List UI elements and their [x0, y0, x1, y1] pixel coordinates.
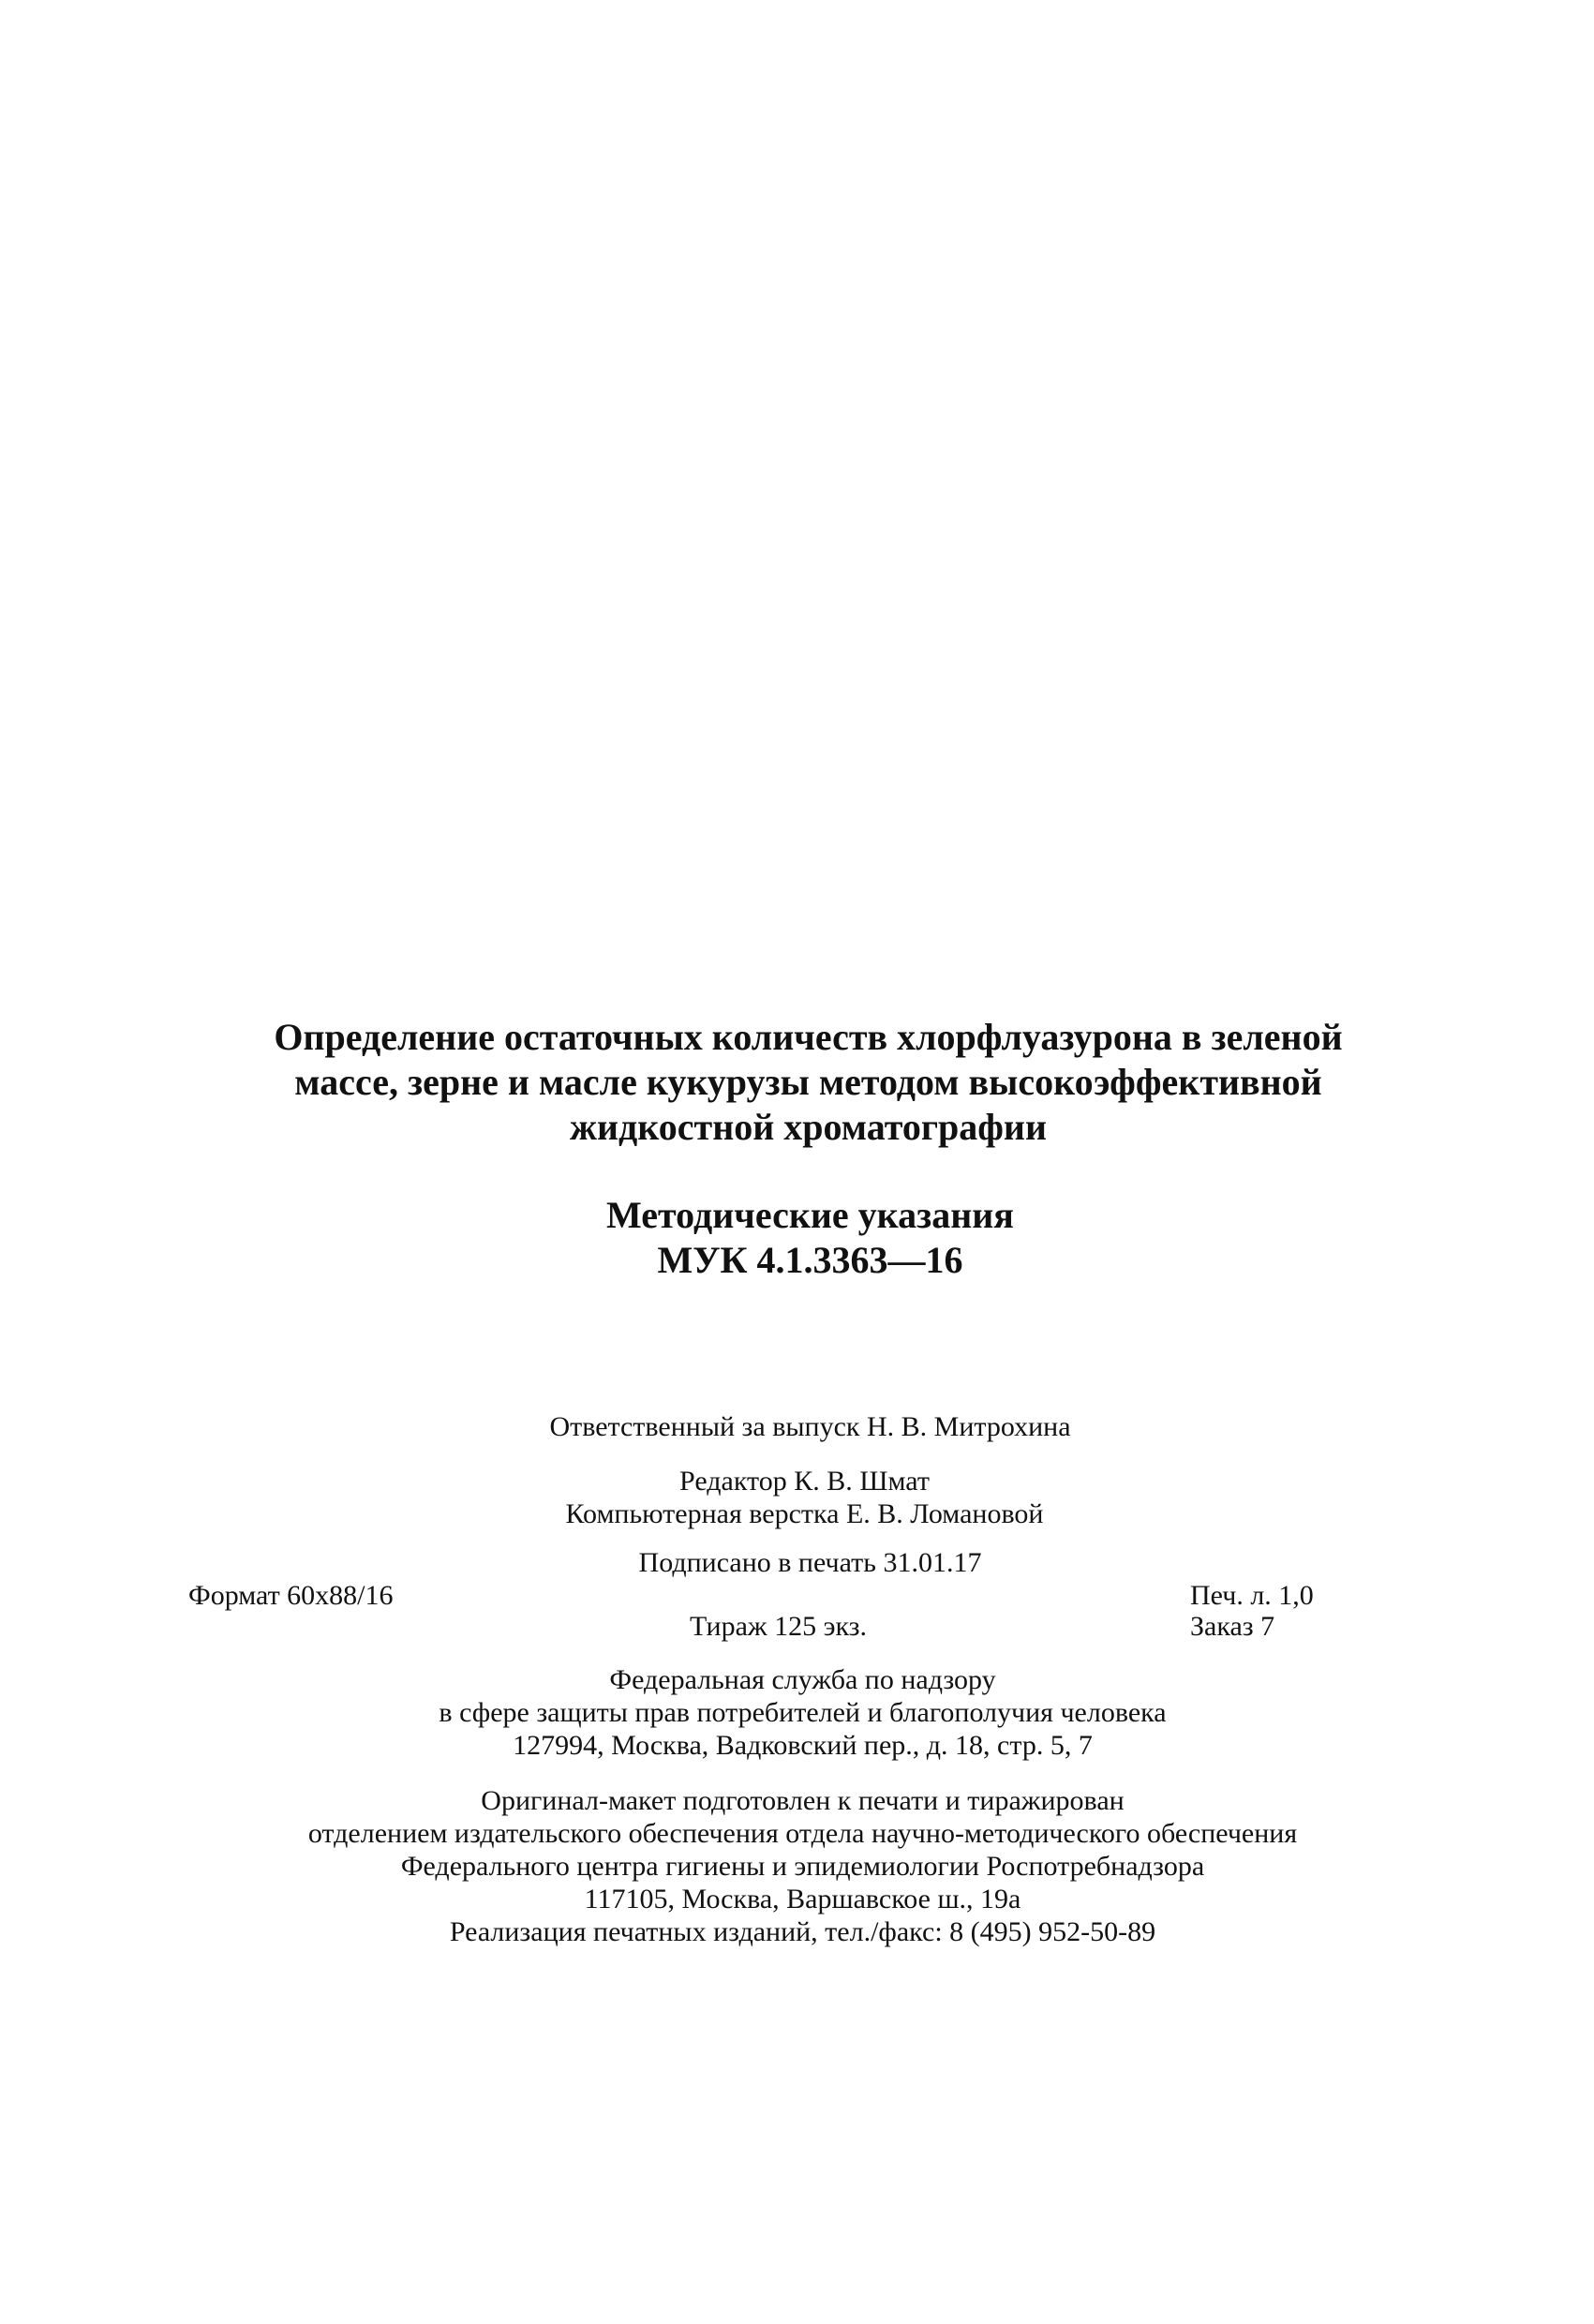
- document-title: [11, 1015, 1594, 1150]
- publisher-line-1: Федеральная служба по надзору: [609, 1664, 996, 1695]
- document-subtitle: [13, 1193, 1594, 1283]
- title-line-3: жидкостной хроматографии: [569, 1106, 1048, 1148]
- producer-block: [6, 1784, 1594, 1948]
- producer-line-1: Оригинал-макет подготовлен к печати и тиражирован: [481, 1785, 1125, 1816]
- producer-line-3: Федерального центра гигиены и эпидемиологии Роспотребнадзора: [400, 1851, 1205, 1882]
- document-type: Методические указания: [606, 1194, 1014, 1236]
- title-line-1: Определение остаточных количеств хлорфлуазурона в зеленой: [274, 1016, 1343, 1058]
- editors-block: [7, 1465, 1594, 1530]
- order-text: Заказ 7: [1190, 1611, 1275, 1642]
- publisher-line-2: в сфере защиты прав потребителей и благополучия человека: [439, 1697, 1167, 1728]
- print-sheets-text: Печ. л. 1,0: [1190, 1580, 1314, 1611]
- circulation-text: Тираж 125 экз.: [689, 1611, 868, 1642]
- signed-text: Подписано в печать 31.01.17: [638, 1547, 982, 1578]
- signed-line: [13, 1546, 1594, 1579]
- format-text: Формат 60x88/16: [188, 1580, 394, 1611]
- circulation-line: [0, 1610, 1575, 1643]
- publisher-block: [6, 1663, 1594, 1762]
- layout-text: Компьютерная верстка Е. В. Ломановой: [565, 1498, 1044, 1529]
- title-line-2: массе, зерне и масле кукурузы методом высокоэффективной: [294, 1061, 1322, 1103]
- editor-text: Редактор К. В. Шмат: [679, 1466, 930, 1497]
- responsible-line: [13, 1410, 1594, 1443]
- publisher-line-3: 127994, Москва, Вадковский пер., д. 18, стр. 5, 7: [513, 1730, 1093, 1761]
- document-code: МУК 4.1.3363—16: [657, 1239, 963, 1281]
- producer-line-2: отделением издательского обеспечения отдела научно-методического обеспечения: [307, 1818, 1298, 1849]
- producer-line-5: Реализация печатных изданий, тел./факс: 8 (495) 952-50-89: [449, 1916, 1156, 1947]
- producer-line-4: 117105, Москва, Варшавское ш., 19а: [584, 1884, 1021, 1914]
- responsible-text: Ответственный за выпуск Н. В. Митрохина: [549, 1411, 1071, 1442]
